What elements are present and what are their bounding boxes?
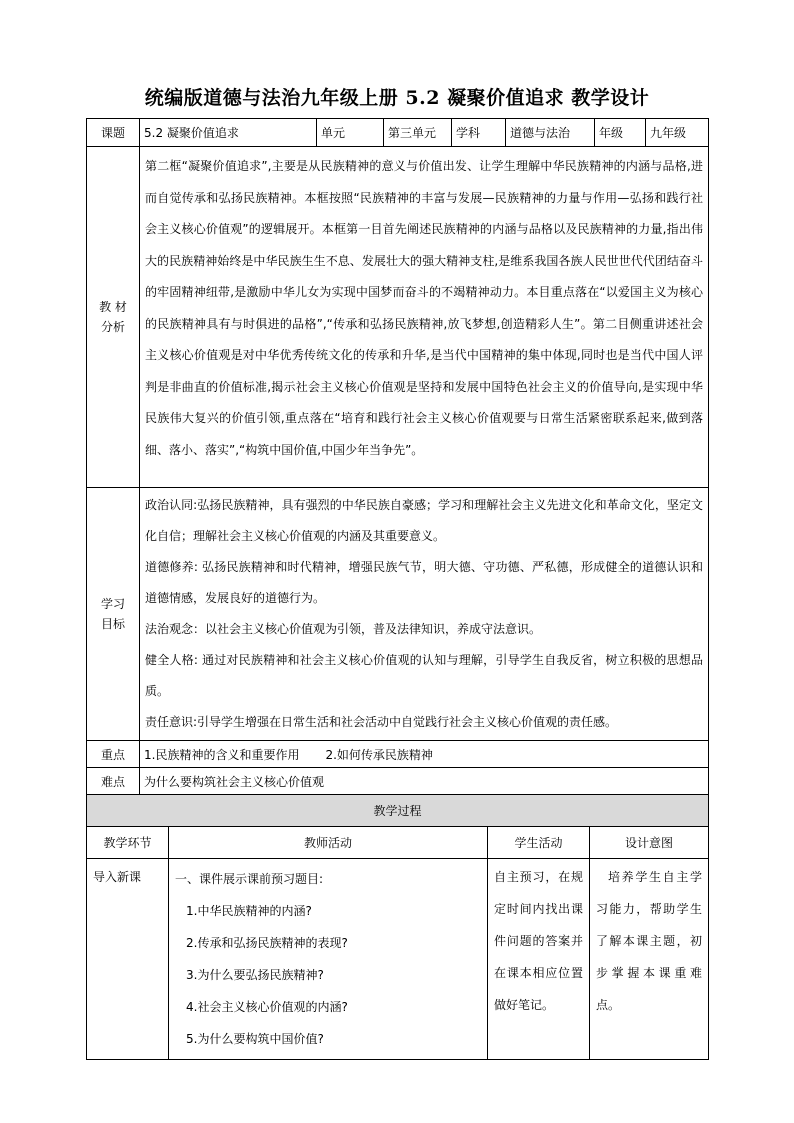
question-item: 3.为什么要弘扬民族精神? <box>186 968 324 982</box>
subject-value: 道德与法治 <box>506 119 595 147</box>
teacher-intro: 一、课件展示课前预习题目: <box>175 872 324 886</box>
key-points-label: 重点 <box>87 741 140 768</box>
teacher-activity-cell <box>169 859 488 1060</box>
goal-responsibility: 责任意识:引导学生增强在日常生活和社会活动中自觉践行社会主义核心价值观的责任感。 <box>145 715 618 729</box>
header-intent: 设计意图 <box>590 827 709 859</box>
goal-law: 法治观念：以社会主义核心价值观为引领，普及法律知识，养成守法意识。 <box>145 622 542 636</box>
difficult-points-label: 难点 <box>87 768 140 795</box>
unit-label: 单元 <box>317 119 384 147</box>
design-intent-cell: 培养学生自主学习能力，帮助学生了解本课主题，初步掌握本课重难点。 <box>590 859 709 1060</box>
grade-value: 九年级 <box>646 119 709 147</box>
subject-label: 学科 <box>452 119 506 147</box>
difficult-points-text: 为什么要构筑社会主义核心价值观 <box>140 768 709 795</box>
header-teacher: 教师活动 <box>169 827 488 859</box>
header-stage: 教学环节 <box>87 827 169 859</box>
goals-label <box>87 488 140 741</box>
analysis-row <box>87 147 709 488</box>
key-points-row <box>87 741 709 768</box>
key-points-text <box>140 741 709 768</box>
question-item: 4.社会主义核心价值观的内涵? <box>186 1000 348 1014</box>
header-student: 学生活动 <box>488 827 590 859</box>
analysis-text <box>140 147 709 488</box>
stage-cell: 导入新课 <box>87 859 169 1060</box>
analysis-label-line1: 教 材 <box>99 300 127 314</box>
goal-moral: 道德修养: 弘扬民族精神和时代精神，增强民族气节，明大德、守功德、严私德，形成健全的道德认识和道德情感，发展良好的道德行为。 <box>145 560 703 605</box>
question-item: 1.中华民族精神的内涵? <box>186 904 312 918</box>
teaching-process-table <box>86 794 709 1060</box>
grade-label: 年级 <box>595 119 646 147</box>
course-value: 5.2 凝聚价值追求 <box>140 119 317 147</box>
info-row <box>87 119 709 147</box>
student-activity-cell: 自主预习，在规定时间内找出课件问题的答案并在课本相应位置做好笔记。 <box>488 859 590 1060</box>
difficult-points-row <box>87 768 709 795</box>
question-item: 2.传承和弘扬民族精神的表现? <box>186 936 348 950</box>
lesson-info-table <box>86 118 709 795</box>
goal-personality: 健全人格: 通过对民族精神和社会主义核心价值观的认知与理解，引导学生自我反省，树立积极的思想品质。 <box>145 653 703 698</box>
process-row-intro <box>87 859 709 1060</box>
goals-label-line1: 学习 <box>100 597 125 611</box>
analysis-label-line2: 分析 <box>100 320 125 334</box>
process-title: 教学过程 <box>87 795 709 827</box>
goal-political: 政治认同:弘扬民族精神，具有强烈的中华民族自豪感；学习和理解社会主义先进文化和革命文化，坚定文化自信；理解社会主义核心价值观的内涵及其重要意义。 <box>145 498 703 543</box>
key-point-1: 1.民族精神的含义和重要作用 <box>144 747 300 762</box>
question-item: 5.为什么要构筑中国价值? <box>186 1032 324 1046</box>
course-label: 课题 <box>87 119 140 147</box>
goals-row <box>87 488 709 741</box>
key-point-2: 2.如何传承民族精神 <box>325 747 433 762</box>
unit-value: 第三单元 <box>384 119 452 147</box>
process-header-row <box>87 827 709 859</box>
goals-text <box>140 488 709 741</box>
analysis-paragraph: 第二框“凝聚价值追求”,主要是从民族精神的意义与价值出发、让学生理解中华民族精神的内涵与品格,进而自觉传承和弘扬民族精神。本框按照“民族精神的丰富与发展—民族精神的力量与作用—弘扬和践行社会主义核心价值观”的逻辑展开。本框第一目首先阐述民族精神的内涵与品格以及民族精神的力量,指出伟大的民族精神始终是中华民族生生不息、发展壮大的强大精神支柱,是维系我国各族人民世世代代团结奋斗的牢固精神纽带,是激励中华儿女为实现中国梦而奋斗的不竭精神动力。本目重点落在“以爱国主义为核心的民族精神具有与时俱进的品格”,“传承和弘扬民族精神,放飞梦想,创造精彩人生”。第二目侧重讲述社会主义核心价值观是对中华优秀传统文化的传承和升华,是当代中国精神的集中体现,同时也是当代中国人评判是非曲直的价值标准,揭示社会主义核心价值观是坚持和发展中国特色社会主义的价值导向,是实现中华民族伟大复兴的价值引领,重点落在“培育和践行社会主义核心价值观要与日常生活紧密联系起来,做到落细、落小、落实”,“构筑中国价值,中国少年当争先”。 <box>145 159 703 457</box>
goals-label-line2: 目标 <box>100 617 125 631</box>
page-title: 统编版道德与法治九年级上册 5.2 凝聚价值追求 教学设计 <box>144 87 650 109</box>
process-title-row <box>87 795 709 827</box>
analysis-label <box>87 147 140 488</box>
